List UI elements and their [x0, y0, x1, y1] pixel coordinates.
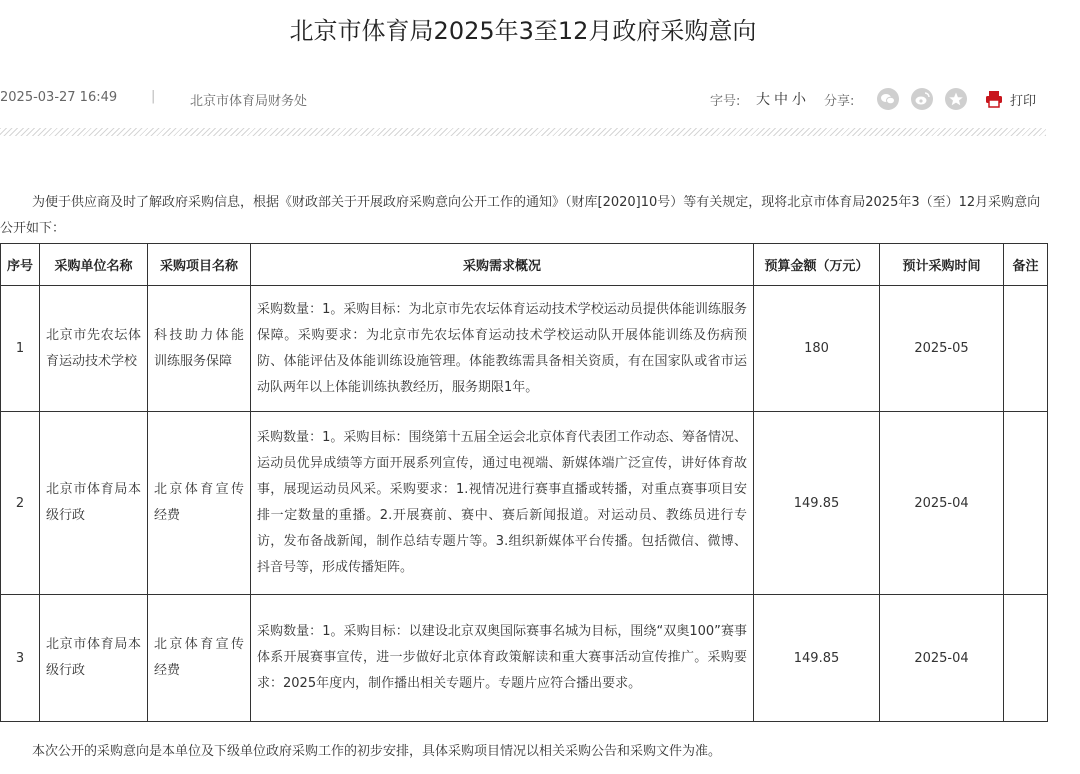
header-time: 预计采购时间	[880, 244, 1004, 286]
wechat-share-icon[interactable]	[877, 88, 899, 110]
cell-project: 科技助力体能训练服务保障	[148, 286, 251, 412]
cell-seq: 3	[1, 595, 40, 722]
article-source: 北京市体育局财务处	[190, 94, 308, 109]
cell-budget: 149.85	[754, 412, 880, 595]
cell-time: 2025-04	[880, 595, 1004, 722]
printer-icon	[985, 90, 1003, 108]
header-budget: 预算金额（万元）	[754, 244, 880, 286]
print-label: 打印	[1010, 94, 1037, 109]
procurement-table	[0, 243, 1048, 722]
cell-time: 2025-04	[880, 412, 1004, 595]
cell-unit: 北京市体育局本级行政	[40, 412, 148, 595]
intro-paragraph: 为便于供应商及时了解政府采购信息，根据《财政部关于开展政府采购意向公开工作的通知》（财库[2020]10号）等有关规定，现将北京市体育局2025年3（至）12月采购意向公开如下：	[0, 195, 1041, 236]
table-header-row	[1, 244, 1048, 286]
font-size-label: 字号:	[710, 94, 741, 109]
cell-unit: 北京市体育局本级行政	[40, 595, 148, 722]
table-row	[1, 286, 1048, 412]
hatched-divider	[0, 128, 1046, 136]
header-note: 备注	[1004, 244, 1048, 286]
header-project: 采购项目名称	[148, 244, 251, 286]
cell-summary: 采购数量：1。采购目标：以建设北京双奥国际赛事名城为目标，围绕“双奥100”赛事体系开展赛事宣传，进一步做好北京体育政策解读和重大赛事活动宣传推广。采购要求：2025年度内，制作播出相关专题片。专题片应符合播出要求。	[251, 595, 754, 722]
header-unit: 采购单位名称	[40, 244, 148, 286]
header-summary: 采购需求概况	[251, 244, 754, 286]
favorite-share-icon[interactable]	[945, 88, 967, 110]
cell-note	[1004, 595, 1048, 722]
cell-project: 北京体育宣传经费	[148, 595, 251, 722]
cell-project: 北京体育宣传经费	[148, 412, 251, 595]
cell-summary: 采购数量：1。采购目标：围绕第十五届全运会北京体育代表团工作动态、筹备情况、运动员优异成绩等方面开展系列宣传，通过电视端、新媒体端广泛宣传，讲好体育故事，展现运动员风采。采购要求：1.视情况进行赛事直播或转播，对重点赛事项目安排一定数量的重播。2.开展赛前、赛中、赛后新闻报道。对运动员、教练员进行专访，发布备战新闻，制作总结专题片等。3.组织新媒体平台传播。包括微信、微博、抖音号等，形成传播矩阵。	[251, 412, 754, 595]
publish-date: 2025-03-27 16:49	[0, 90, 118, 105]
font-size-medium-button[interactable]: 中	[774, 92, 788, 108]
table-row	[1, 595, 1048, 722]
share-label: 分享:	[824, 94, 855, 109]
weibo-share-icon[interactable]	[911, 88, 933, 110]
cell-seq: 2	[1, 412, 40, 595]
table-row	[1, 412, 1048, 595]
font-size-small-button[interactable]: 小	[792, 92, 806, 108]
header-seq: 序号	[1, 244, 40, 286]
page-title: 北京市体育局2025年3至12月政府采购意向	[289, 17, 757, 45]
cell-seq: 1	[1, 286, 40, 412]
cell-budget: 180	[754, 286, 880, 412]
footer-note: 本次公开的采购意向是本单位及下级单位政府采购工作的初步安排，具体采购项目情况以相关采购公告和采购文件为准。	[32, 744, 722, 759]
article-meta-bar	[0, 88, 1046, 108]
cell-note	[1004, 286, 1048, 412]
cell-budget: 149.85	[754, 595, 880, 722]
meta-divider: |	[151, 89, 156, 104]
cell-note	[1004, 412, 1048, 595]
cell-summary: 采购数量：1。采购目标：为北京市先农坛体育运动技术学校运动员提供体能训练服务保障。采购要求：为北京市先农坛体育运动技术学校运动队开展体能训练及伤病预防、体能评估及体能训练设施管理。体能教练需具备相关资质，有在国家队或省市运动队两年以上体能训练执教经历，服务期限1年。	[251, 286, 754, 412]
cell-time: 2025-05	[880, 286, 1004, 412]
cell-unit: 北京市先农坛体育运动技术学校	[40, 286, 148, 412]
font-size-large-button[interactable]: 大	[756, 92, 770, 108]
